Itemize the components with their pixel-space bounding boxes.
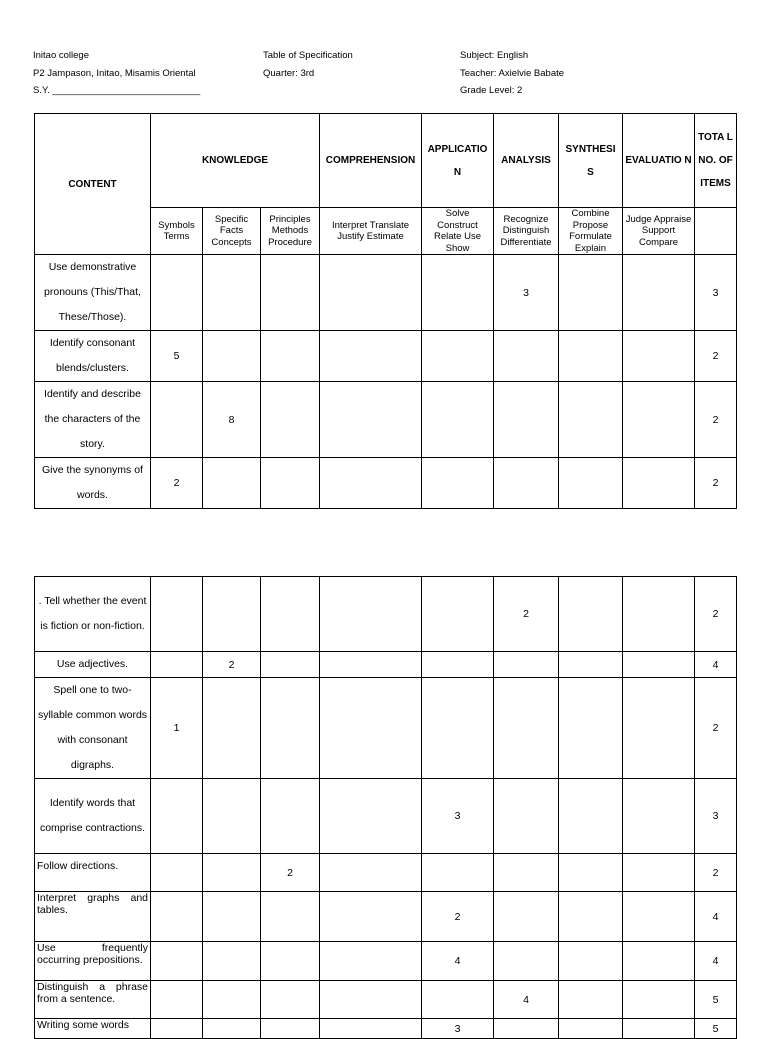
- item-count-cell: [320, 854, 422, 892]
- item-count-cell: [559, 779, 623, 854]
- grade-level-label: Grade Level: 2: [460, 85, 523, 96]
- item-count-cell: [320, 652, 422, 678]
- item-count-cell: [151, 255, 203, 331]
- item-count-cell: [559, 458, 623, 509]
- content-cell: Give the synonyms of words.: [35, 458, 151, 509]
- item-count-cell: [494, 382, 559, 458]
- item-count-cell: 8: [203, 382, 261, 458]
- item-count-cell: [203, 892, 261, 942]
- content-cell: Use frequently occurring prepositions.: [35, 942, 151, 981]
- quarter-label: Quarter: 3rd: [263, 68, 315, 79]
- item-count-cell: [623, 942, 695, 981]
- item-count-cell: [320, 577, 422, 652]
- document-title: Table of Specification: [263, 50, 353, 61]
- total-cell: 5: [695, 981, 737, 1019]
- item-count-cell: [422, 255, 494, 331]
- item-count-cell: 4: [494, 981, 559, 1019]
- item-count-cell: [422, 981, 494, 1019]
- sub-comprehension-verbs: Interpret Translate Justify Estimate: [320, 208, 422, 255]
- total-cell: 3: [695, 255, 737, 331]
- item-count-cell: [559, 678, 623, 779]
- item-count-cell: [203, 1019, 261, 1039]
- item-count-cell: [203, 942, 261, 981]
- school-name: Initao college: [33, 50, 89, 61]
- item-count-cell: [151, 892, 203, 942]
- item-count-cell: [623, 331, 695, 382]
- content-cell: Distinguish a phrase from a sentence.: [35, 981, 151, 1019]
- item-count-cell: [151, 382, 203, 458]
- table-row: [35, 779, 737, 854]
- total-cell: 2: [695, 382, 737, 458]
- total-cell: 4: [695, 892, 737, 942]
- item-count-cell: [559, 1019, 623, 1039]
- item-count-cell: [320, 678, 422, 779]
- item-count-cell: [422, 458, 494, 509]
- item-count-cell: [151, 652, 203, 678]
- item-count-cell: [623, 892, 695, 942]
- col-content-header: CONTENT: [35, 114, 151, 255]
- item-count-cell: [261, 652, 320, 678]
- item-count-cell: [623, 382, 695, 458]
- item-count-cell: [203, 255, 261, 331]
- sub-analysis-verbs: Recognize Distinguish Differentiate: [494, 208, 559, 255]
- item-count-cell: [559, 577, 623, 652]
- content-cell: Identify words that comprise contractions.: [35, 779, 151, 854]
- sub-total-blank: [695, 208, 737, 255]
- table-row: [35, 458, 737, 509]
- content-cell: Follow directions.: [35, 854, 151, 892]
- item-count-cell: [422, 331, 494, 382]
- item-count-cell: [320, 331, 422, 382]
- item-count-cell: [151, 779, 203, 854]
- content-cell: Use adjectives.: [35, 652, 151, 678]
- item-count-cell: 2: [261, 854, 320, 892]
- item-count-cell: [494, 458, 559, 509]
- total-cell: 5: [695, 1019, 737, 1039]
- item-count-cell: [320, 981, 422, 1019]
- content-cell: Interpret graphs and tables.: [35, 892, 151, 942]
- item-count-cell: [623, 854, 695, 892]
- item-count-cell: [494, 892, 559, 942]
- item-count-cell: [422, 854, 494, 892]
- table-row: [35, 854, 737, 892]
- item-count-cell: 2: [494, 577, 559, 652]
- item-count-cell: 1: [151, 678, 203, 779]
- item-count-cell: [151, 981, 203, 1019]
- item-count-cell: 2: [151, 458, 203, 509]
- item-count-cell: [261, 255, 320, 331]
- item-count-cell: [559, 892, 623, 942]
- table-row: [35, 892, 737, 942]
- item-count-cell: 2: [203, 652, 261, 678]
- item-count-cell: [203, 458, 261, 509]
- school-year: S.Y. ____________________________: [33, 85, 201, 96]
- table-row: [35, 981, 737, 1019]
- sub-evaluation-verbs: Judge Appraise Support Compare: [623, 208, 695, 255]
- item-count-cell: [203, 854, 261, 892]
- sub-synthesis-verbs: Combine Propose Formulate Explain: [559, 208, 623, 255]
- item-count-cell: [494, 854, 559, 892]
- item-count-cell: [422, 577, 494, 652]
- item-count-cell: [203, 981, 261, 1019]
- item-count-cell: [151, 854, 203, 892]
- item-count-cell: [623, 652, 695, 678]
- item-count-cell: [151, 1019, 203, 1039]
- item-count-cell: 3: [422, 779, 494, 854]
- item-count-cell: [261, 981, 320, 1019]
- item-count-cell: [494, 678, 559, 779]
- item-count-cell: [261, 779, 320, 854]
- item-count-cell: [494, 942, 559, 981]
- item-count-cell: [422, 382, 494, 458]
- item-count-cell: [623, 1019, 695, 1039]
- item-count-cell: [261, 1019, 320, 1039]
- total-cell: 2: [695, 458, 737, 509]
- sub-principles: Principles Methods Procedure: [261, 208, 320, 255]
- item-count-cell: [559, 382, 623, 458]
- total-cell: 4: [695, 652, 737, 678]
- item-count-cell: [203, 678, 261, 779]
- item-count-cell: [494, 652, 559, 678]
- specification-table: [34, 113, 737, 509]
- content-cell: . Tell whether the event is fiction or non-fiction.: [35, 577, 151, 652]
- col-application-header: APPLICATIO N: [422, 114, 494, 208]
- item-count-cell: [151, 577, 203, 652]
- item-count-cell: [203, 577, 261, 652]
- table-row: [35, 331, 737, 382]
- col-analysis-header: ANALYSIS: [494, 114, 559, 208]
- item-count-cell: [320, 892, 422, 942]
- item-count-cell: [261, 382, 320, 458]
- item-count-cell: [623, 678, 695, 779]
- table-row: [35, 577, 737, 652]
- item-count-cell: 4: [422, 942, 494, 981]
- col-evaluation-header: EVALUATIO N: [623, 114, 695, 208]
- item-count-cell: [559, 854, 623, 892]
- total-cell: 2: [695, 577, 737, 652]
- sub-application-verbs: Solve Construct Relate Use Show: [422, 208, 494, 255]
- content-cell: Use demonstrative pronouns (This/That, These/Those).: [35, 255, 151, 331]
- sub-specific-facts: Specific Facts Concepts: [203, 208, 261, 255]
- item-count-cell: [320, 382, 422, 458]
- item-count-cell: [320, 255, 422, 331]
- total-cell: 2: [695, 331, 737, 382]
- content-cell: Identify and describe the characters of the story.: [35, 382, 151, 458]
- table-body-1: [35, 255, 737, 509]
- item-count-cell: [203, 779, 261, 854]
- item-count-cell: [151, 942, 203, 981]
- item-count-cell: [623, 577, 695, 652]
- total-cell: 2: [695, 854, 737, 892]
- item-count-cell: [261, 458, 320, 509]
- item-count-cell: [559, 652, 623, 678]
- item-count-cell: 3: [494, 255, 559, 331]
- item-count-cell: [494, 1019, 559, 1039]
- item-count-cell: [320, 942, 422, 981]
- item-count-cell: [623, 981, 695, 1019]
- table-row: [35, 382, 737, 458]
- content-cell: Identify consonant blends/clusters.: [35, 331, 151, 382]
- sub-symbols-terms: Symbols Terms: [151, 208, 203, 255]
- table-body-2: [35, 577, 737, 1039]
- item-count-cell: [261, 892, 320, 942]
- school-address: P2 Jampason, Initao, Misamis Oriental: [33, 68, 196, 79]
- specification-table-continued: [34, 576, 737, 1039]
- table-row: [35, 652, 737, 678]
- item-count-cell: [623, 458, 695, 509]
- item-count-cell: [261, 331, 320, 382]
- total-cell: 3: [695, 779, 737, 854]
- item-count-cell: [261, 678, 320, 779]
- item-count-cell: [559, 255, 623, 331]
- item-count-cell: [203, 331, 261, 382]
- subject-label: Subject: English: [460, 50, 529, 61]
- col-comprehension-header: COMPREHENSION: [320, 114, 422, 208]
- item-count-cell: 5: [151, 331, 203, 382]
- item-count-cell: 2: [422, 892, 494, 942]
- table-row: [35, 678, 737, 779]
- col-total-header: TOTA L NO. OF ITEMS: [695, 114, 737, 208]
- total-cell: 2: [695, 678, 737, 779]
- item-count-cell: [320, 779, 422, 854]
- table-row: [35, 1019, 737, 1039]
- item-count-cell: 3: [422, 1019, 494, 1039]
- item-count-cell: [494, 779, 559, 854]
- content-cell: Writing some words: [35, 1019, 151, 1039]
- item-count-cell: [559, 981, 623, 1019]
- item-count-cell: [422, 678, 494, 779]
- table-row: [35, 942, 737, 981]
- item-count-cell: [320, 458, 422, 509]
- teacher-label: Teacher: Axielvie Babate: [460, 68, 565, 79]
- content-cell: Spell one to two-syllable common words with consonant digraphs.: [35, 678, 151, 779]
- total-cell: 4: [695, 942, 737, 981]
- item-count-cell: [494, 331, 559, 382]
- item-count-cell: [559, 331, 623, 382]
- item-count-cell: [559, 942, 623, 981]
- item-count-cell: [623, 779, 695, 854]
- item-count-cell: [422, 652, 494, 678]
- item-count-cell: [261, 942, 320, 981]
- item-count-cell: [261, 577, 320, 652]
- table-row: [35, 255, 737, 331]
- item-count-cell: [320, 1019, 422, 1039]
- col-synthesis-header: SYNTHESI S: [559, 114, 623, 208]
- col-knowledge-header: KNOWLEDGE: [151, 114, 320, 208]
- item-count-cell: [623, 255, 695, 331]
